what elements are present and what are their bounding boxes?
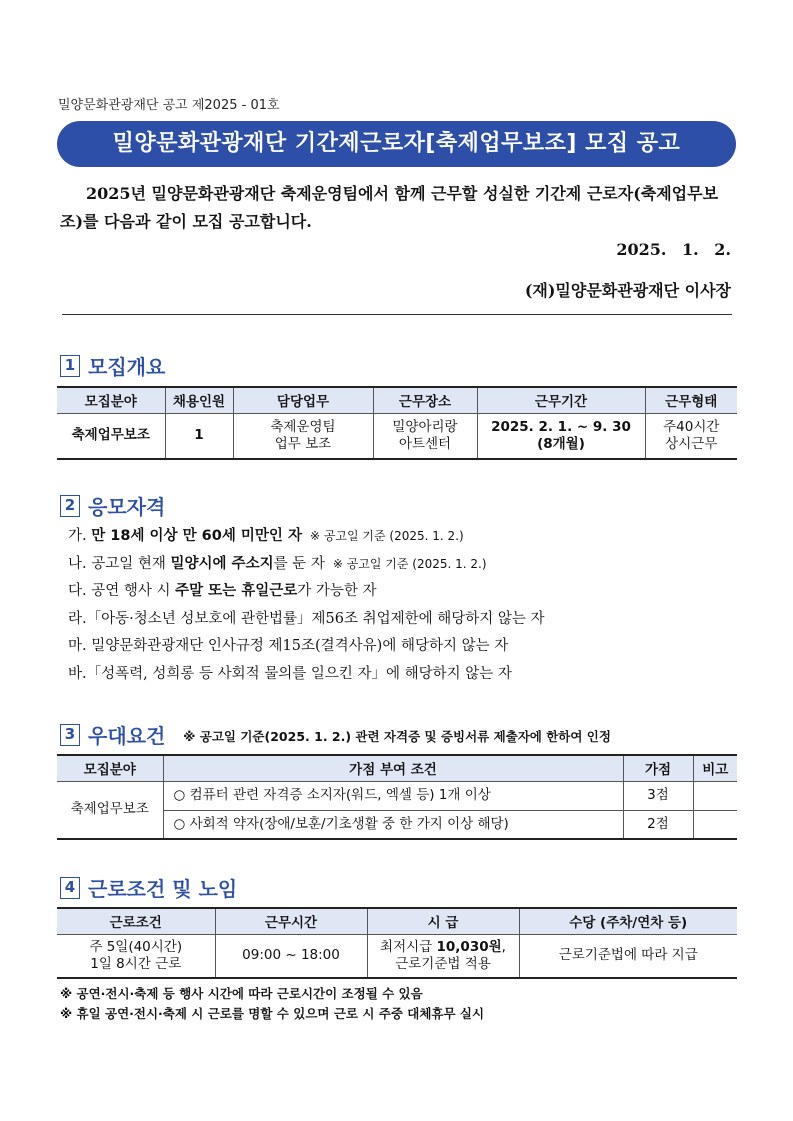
place-line: 밀양아리랑 — [392, 418, 458, 435]
col-header: 근무형태 — [645, 387, 737, 413]
divider — [62, 314, 732, 315]
condition-line: 주 5일(40시간) — [89, 938, 183, 955]
section-number: 1 — [60, 355, 80, 377]
condition-cell: ○ 사회적 약자(장애/보훈/기초생활 중 한 가지 이상 해당) — [163, 810, 623, 839]
col-header: 모집분야 — [57, 387, 165, 413]
item-emphasis: 만 18세 이상 만 60세 미만인 자 — [91, 528, 302, 544]
condition-cell: ○ 컴퓨터 관련 자격증 소지자(워드, 엑셀 등) 1개 이상 — [163, 781, 623, 810]
item-note: ※ 공고일 기준 (2025. 1. 2.) — [332, 556, 487, 571]
item-text: 가 가능한 자 — [297, 583, 377, 599]
col-header: 수당 (주차/연차 등) — [519, 908, 737, 934]
section-2-heading — [60, 491, 165, 520]
condition-line: 1일 8시간 근로 — [90, 955, 182, 972]
list-item — [68, 523, 545, 551]
item-text: 나. 공고일 현재 — [68, 555, 171, 572]
notice-date: 2025. 1. 2. — [616, 240, 731, 259]
intro-text: 2025년 밀양문화관광재단 축제운영팀에서 함께 근무할 성실한 기간제 근로자(축제업무보조)를 다음과 같이 모집 공고합니다. — [60, 184, 719, 231]
footnote: ※ 공연·전시·축제 등 행사 시간에 따라 근로시간이 조정될 수 있음 — [60, 986, 423, 1001]
col-header: 가점 — [623, 755, 693, 781]
item-text: 가. — [68, 528, 92, 544]
section-title: 근로조건 및 노임 — [88, 877, 238, 901]
section-note: ※ 공고일 기준(2025. 1. 2.) 관련 자격증 및 증빙서류 제출자에 한하여 인정 — [183, 729, 611, 744]
duty-line: 축제운영팀 — [270, 418, 336, 435]
wage-amount: 10,030원 — [436, 938, 502, 955]
col-header: 채용인원 — [165, 387, 233, 413]
list-item — [68, 606, 545, 634]
wage-text: 최저시급 — [380, 938, 437, 955]
remark-cell — [693, 810, 737, 839]
recruitment-overview-table — [57, 386, 737, 460]
item-text: 바.「성폭력, 성희롱 등 사회적 물의를 일으킨 자」에 해당하지 않는 자 — [68, 665, 512, 682]
field-cell: 축제업무보조 — [57, 781, 163, 839]
wage-line: 근로기준법 적용 — [395, 955, 491, 972]
intro-paragraph — [60, 180, 732, 236]
period-line: (8개월) — [537, 435, 585, 452]
col-header: 근무기간 — [477, 387, 645, 413]
count-cell: 1 — [165, 413, 233, 459]
qualification-list — [68, 523, 545, 688]
item-text: 라.「아동·청소년 성보호에 관한법률」제56조 취업제한에 해당하지 않는 자 — [68, 610, 545, 627]
working-conditions-table — [57, 907, 737, 979]
section-title: 우대요건 — [88, 724, 166, 748]
section-title: 응모자격 — [88, 495, 166, 519]
remark-cell — [693, 781, 737, 810]
item-text: 마. 밀양문화관광재단 인사규정 제15조(결격사유)에 해당하지 않는 자 — [68, 638, 509, 654]
type-line: 상시근무 — [665, 435, 718, 452]
wage-line — [368, 939, 519, 956]
item-note: ※ 공고일 기준 (2025. 1. 2.) — [309, 529, 464, 543]
col-header: 시 급 — [367, 908, 519, 934]
col-header: 근무장소 — [373, 387, 477, 413]
col-header: 근무시간 — [215, 908, 367, 934]
points-cell: 2점 — [623, 810, 693, 839]
list-item — [68, 661, 545, 689]
section-title: 모집개요 — [88, 355, 166, 379]
list-item — [68, 578, 545, 606]
section-number: 3 — [60, 724, 80, 746]
wage-text: , — [501, 938, 506, 955]
section-1-heading — [60, 351, 165, 380]
item-text: 다. 공연 행사 시 — [68, 583, 176, 599]
footnotes — [60, 984, 484, 1024]
col-header: 비고 — [693, 755, 737, 781]
field-cell: 축제업무보조 — [57, 413, 165, 459]
col-header: 근로조건 — [57, 908, 215, 934]
type-cell — [645, 413, 737, 459]
signer: (재)밀양문화관광재단 이사장 — [524, 281, 731, 300]
period-cell — [477, 413, 645, 459]
item-emphasis: 밀양시에 주소지 — [170, 555, 274, 572]
item-emphasis: 주말 또는 휴일근로 — [175, 583, 298, 599]
type-line: 주40시간 — [663, 418, 720, 435]
place-line: 아트센터 — [398, 435, 452, 452]
section-3-heading — [60, 720, 611, 749]
list-item — [68, 633, 545, 661]
col-header: 모집분야 — [57, 755, 163, 781]
duty-cell — [233, 413, 373, 459]
section-number: 2 — [60, 495, 80, 517]
place-cell — [373, 413, 477, 459]
footnote: ※ 휴일 공연·전시·축제 시 근로를 명할 수 있으며 근로 시 주중 대체휴무 실시 — [60, 1006, 485, 1021]
section-number: 4 — [60, 877, 80, 899]
allowance-cell: 근로기준법에 따라 지급 — [519, 934, 737, 978]
hours-cell: 09:00 ~ 18:00 — [215, 934, 367, 978]
condition-cell — [57, 934, 215, 978]
points-cell: 3점 — [623, 781, 693, 810]
period-line: 2025. 2. 1. ~ 9. 30 — [491, 418, 631, 435]
notice-number: 밀양문화관광재단 공고 제2025 - 01호 — [58, 98, 280, 113]
col-header: 가점 부여 조건 — [163, 755, 623, 781]
item-text: 를 둔 자 — [273, 555, 325, 572]
wage-cell — [367, 934, 519, 978]
page-title: 밀양문화관광재단 기간제근로자[축제업무보조] 모집 공고 — [57, 121, 736, 167]
col-header: 담당업무 — [233, 387, 373, 413]
section-4-heading — [60, 873, 237, 902]
list-item — [68, 551, 545, 579]
preference-table — [57, 754, 737, 840]
duty-line: 업무 보조 — [274, 435, 332, 452]
